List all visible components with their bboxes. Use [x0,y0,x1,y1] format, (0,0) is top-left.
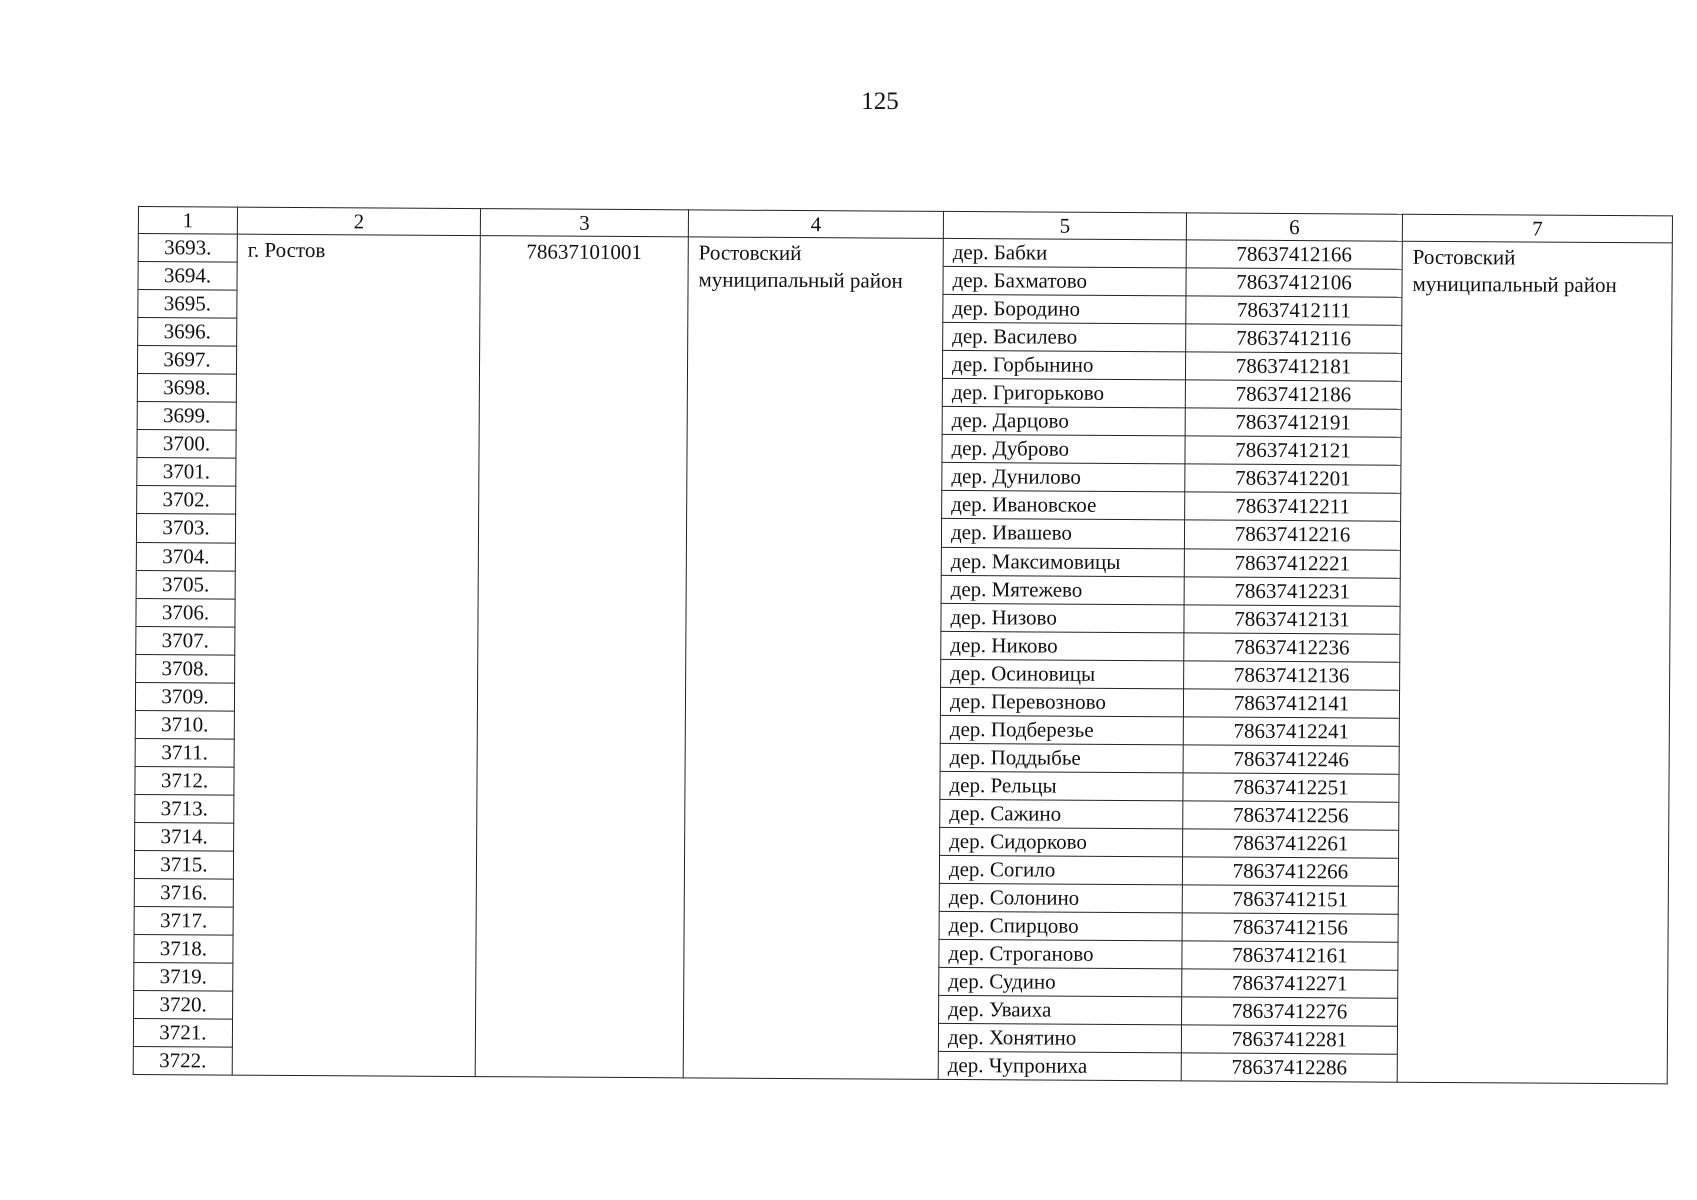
settlement-name: дер. Ивашево [941,519,1184,549]
row-number: 3706. [136,598,235,627]
settlement-name: дер. Рельцы [940,771,1183,801]
header-col-4: 4 [688,210,943,239]
row-number: 3695. [138,290,237,319]
row-number: 3696. [138,318,237,347]
row-number: 3722. [133,1047,232,1076]
settlement-name: дер. Низово [941,603,1184,633]
settlement-code: 78637412181 [1185,352,1401,381]
settlement-code: 78637412231 [1184,576,1400,605]
header-col-3: 3 [480,209,688,237]
row-number: 3716. [134,879,233,908]
city-cell-text: г. Ростов [247,237,326,263]
settlement-code: 78637412216 [1184,520,1400,549]
settlement-name: дер. Уваиха [939,996,1182,1026]
row-number: 3708. [136,654,235,683]
row-number: 3711. [135,738,234,767]
settlement-code: 78637412271 [1182,969,1398,998]
settlement-code: 78637412241 [1183,717,1399,746]
settlement-name: дер. Поддыбье [940,743,1183,773]
settlement-code: 78637412266 [1182,857,1398,886]
settlement-name: дер. Осиновицы [941,659,1184,689]
settlement-code: 78637412111 [1186,296,1402,325]
settlement-name: дер. Перевозново [940,687,1183,717]
settlement-code: 78637412141 [1183,689,1399,718]
settlement-name: дер. Бабки [943,238,1186,268]
settlement-name: дер. Бородино [943,295,1186,325]
settlement-name: дер. Бахматово [943,266,1186,296]
settlement-code: 78637412221 [1184,548,1400,577]
table-body [133,234,1672,1085]
settlement-code: 78637412136 [1184,661,1400,690]
header-col-7: 7 [1402,214,1672,243]
row-number: 3710. [135,710,234,739]
settlement-code: 78637412191 [1185,408,1401,437]
row-number: 3712. [135,766,234,795]
row-number: 3700. [137,430,236,459]
district-col7-cell [1397,241,1672,1084]
city-cell [232,234,480,1077]
row-number: 3698. [137,374,236,403]
row-number: 3694. [138,262,237,291]
row-number: 3719. [134,963,233,992]
settlement-name: дер. Сидорково [940,827,1183,857]
city-code-cell [475,236,688,1079]
settlement-name: дер. Подберезье [940,715,1183,745]
settlement-name: дер. Хонятино [938,1024,1181,1054]
settlement-name: дер. Солонино [939,883,1182,913]
settlement-name: дер. Сажино [940,799,1183,829]
settlement-code: 78637412106 [1186,268,1402,297]
row-number: 3721. [133,1019,232,1048]
district-cell-text: Ростовский муниципальный район [698,240,903,293]
settlement-code: 78637412276 [1182,997,1398,1026]
row-number: 3702. [137,486,236,515]
settlement-code: 78637412236 [1184,633,1400,662]
settlement-code: 78637412246 [1183,745,1399,774]
settlement-code: 78637412156 [1182,913,1398,942]
settlement-code: 78637412186 [1185,380,1401,409]
row-number: 3713. [135,794,234,823]
district-col7-text: Ростовский муниципальный район [1412,244,1617,298]
settlement-name: дер. Дарцово [942,407,1185,437]
settlement-code: 78637412261 [1183,829,1399,858]
settlement-name: дер. Дуброво [942,435,1185,465]
settlement-code: 78637412151 [1182,885,1398,914]
settlement-code: 78637412251 [1183,773,1399,802]
settlement-code: 78637412211 [1185,492,1401,521]
header-col-6: 6 [1186,213,1402,241]
row-number: 3701. [137,458,236,487]
row-number: 3704. [136,542,235,571]
row-number: 3717. [134,907,233,936]
settlement-name: дер. Горбынино [942,351,1185,381]
settlement-code: 78637412131 [1184,605,1400,634]
settlement-name: дер. Чупрониха [938,1052,1181,1082]
settlement-code: 78637412286 [1181,1053,1397,1082]
header-col-5: 5 [943,211,1186,239]
settlement-code: 78637412161 [1182,941,1398,970]
page-number: 125 [861,88,899,115]
settlement-name: дер. Судино [939,968,1182,998]
settlement-code: 78637412121 [1185,436,1401,465]
settlement-name: дер. Максимовицы [941,547,1184,577]
settlement-code: 78637412166 [1186,240,1402,269]
row-number: 3703. [136,514,235,543]
row-number: 3697. [137,346,236,375]
row-number: 3699. [137,402,236,431]
settlement-name: дер. Мятежево [941,575,1184,605]
settlement-name: дер. Спирцово [939,912,1182,942]
row-number: 3718. [134,935,233,964]
row-number: 3714. [135,822,234,851]
settlement-name: дер. Строганово [939,940,1182,970]
settlement-name: дер. Дунилово [942,463,1185,493]
settlements-table [133,206,1673,1085]
settlement-code: 78637412201 [1185,464,1401,493]
settlement-name: дер. Василево [943,323,1186,353]
district-cell [683,237,943,1080]
row-number: 3707. [136,626,235,655]
row-number: 3693. [138,234,237,263]
city-code-cell-text: 78637101001 [526,239,643,265]
header-col-1: 1 [138,207,237,235]
settlement-code: 78637412116 [1186,324,1402,353]
settlement-code: 78637412281 [1181,1025,1397,1054]
row-number: 3720. [134,991,233,1020]
settlement-name: дер. Никово [941,631,1184,661]
settlement-code: 78637412256 [1183,801,1399,830]
row-number: 3709. [135,682,234,711]
settlement-name: дер. Согило [939,855,1182,885]
settlement-name: дер. Ивановское [942,491,1185,521]
row-number: 3705. [136,570,235,599]
header-col-2: 2 [237,207,480,235]
settlement-name: дер. Григорьково [942,379,1185,409]
row-number: 3715. [134,851,233,880]
